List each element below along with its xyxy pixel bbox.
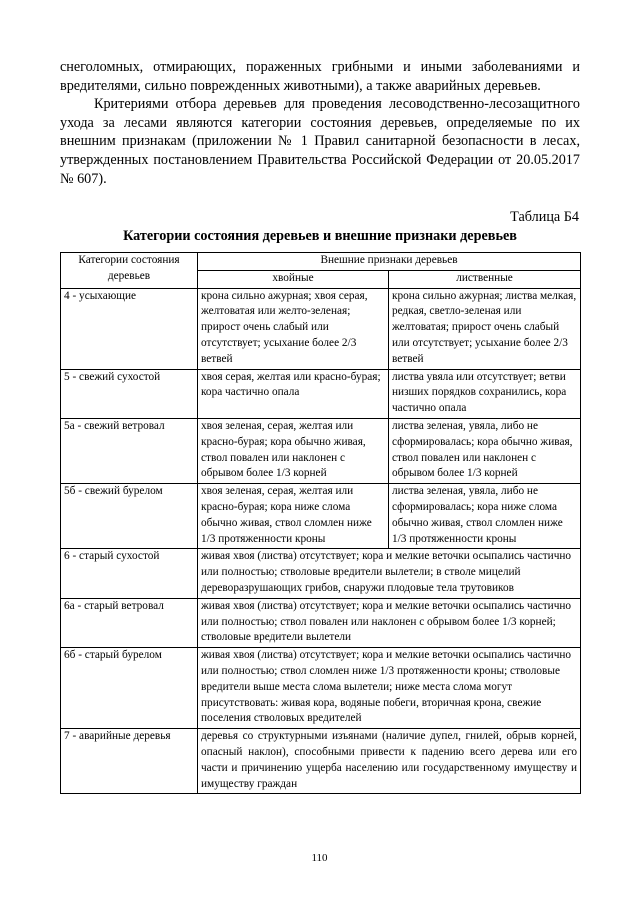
header-signs: Внешние признаки деревьев (198, 253, 581, 271)
table-header-row (61, 253, 581, 271)
row-merged-signs: живая хвоя (листва) отсутствует; кора и мелкие веточки осыпались частично или полностью; ствол сломлен ниже 1/3 протяженности кроны; стволовые вредители выше места слома вылетели; ниже места слома могут присутствовать: живая кора, водяные побеги, вторичная крона, свежие поселения стволовых вредителей (198, 648, 581, 729)
row-category: 4 - усыхающие (61, 288, 198, 369)
row-category: 5 - свежий сухостой (61, 369, 198, 418)
row-merged-signs: живая хвоя (листва) отсутствует; кора и мелкие веточки осыпались частично или полностью; ствол повален или наклонен с обрывом более 1/3 корней; стволовые вредители вылетели (198, 598, 581, 647)
row-merged-signs: деревья со структурными изъянами (наличие дупел, гнилей, обрыв корней, опасный наклон), способными привести к падению всего дерева или его части и причинению ущерба населению или государственному имуществу и имуществу граждан (198, 729, 581, 794)
row-deciduous: листва зеленая, увяла, либо не сформировалась; кора ниже слома обычно живая, ствол сломлен ниже 1/3 протяженности кроны (389, 484, 581, 549)
row-category: 7 - аварийные деревья (61, 729, 198, 794)
header-deciduous: лиственные (389, 270, 581, 288)
header-category: Категории состояния деревьев (61, 253, 198, 289)
row-deciduous: крона сильно ажурная; листва мелкая, редкая, светло-зеленая или желтоватая; прирост очень слабый или отсутствует; усыхание более 2/3 ветвей (389, 288, 581, 369)
row-category: 5б - свежий бурелом (61, 484, 198, 549)
intro-paragraph-1: снеголомных, отмирающих, пораженных грибными и иными заболеваниями и вредителями, сильно поврежденных животными), а также аварийных деревьев. (60, 59, 580, 94)
table-row (61, 288, 581, 369)
page-number: 110 (311, 852, 328, 864)
header-coniferous: хвойные (198, 270, 389, 288)
row-category: 5а - свежий ветровал (61, 418, 198, 483)
table-row (61, 484, 581, 549)
table-row (61, 648, 581, 729)
table-row (61, 418, 581, 483)
row-coniferous: крона сильно ажурная; хвоя серая, желтоватая или желто-зеленая; прирост очень слабый или отсутствует; усыхание более 2/3 ветвей (198, 288, 389, 369)
table-row (61, 369, 581, 418)
table-title: Категории состояния деревьев и внешние признаки деревьев (123, 228, 517, 244)
row-deciduous: листва зеленая, увяла, либо не сформировалась; кора обычно живая, ствол повален или наклонен с обрывом более 1/3 корней (389, 418, 581, 483)
table-row (61, 549, 581, 598)
table-row (61, 598, 581, 647)
table-row (61, 729, 581, 794)
intro-text (60, 58, 580, 188)
row-category: 6 - старый сухостой (61, 549, 198, 598)
row-coniferous: хвоя зеленая, серая, желтая или красно-бурая; кора ниже слома обычно живая, ствол сломлен ниже 1/3 протяженности кроны (198, 484, 389, 549)
row-coniferous: хвоя серая, желтая или красно-бурая; кора частично опала (198, 369, 389, 418)
table-label: Таблица Б4 (510, 209, 579, 225)
intro-paragraph-2: Критериями отбора деревьев для проведения лесоводственно-лесозащитного ухода за лесами являются категории состояния деревьев, определяемые по их внешним признакам (приложении № 1 Правил санитарной безопасности в лесах, утвержденных постановлением Правительства Российской Федерации от 20.05.2017 № 607). (60, 96, 580, 187)
tree-condition-table (60, 252, 581, 794)
row-coniferous: хвоя зеленая, серая, желтая или красно-бурая; кора обычно живая, ствол повален или наклонен с обрывом более 1/3 корней (198, 418, 389, 483)
row-category: 6б - старый бурелом (61, 648, 198, 729)
row-deciduous: листва увяла или отсутствует; ветви низших порядков сохранились, кора частично опала (389, 369, 581, 418)
row-category: 6а - старый ветровал (61, 598, 198, 647)
row-merged-signs: живая хвоя (листва) отсутствует; кора и мелкие веточки осыпались частично или полностью; стволовые вредители вылетели; в стволе мицелий дереворазрушающих грибов, снаружи плодовые тела трутовиков (198, 549, 581, 598)
